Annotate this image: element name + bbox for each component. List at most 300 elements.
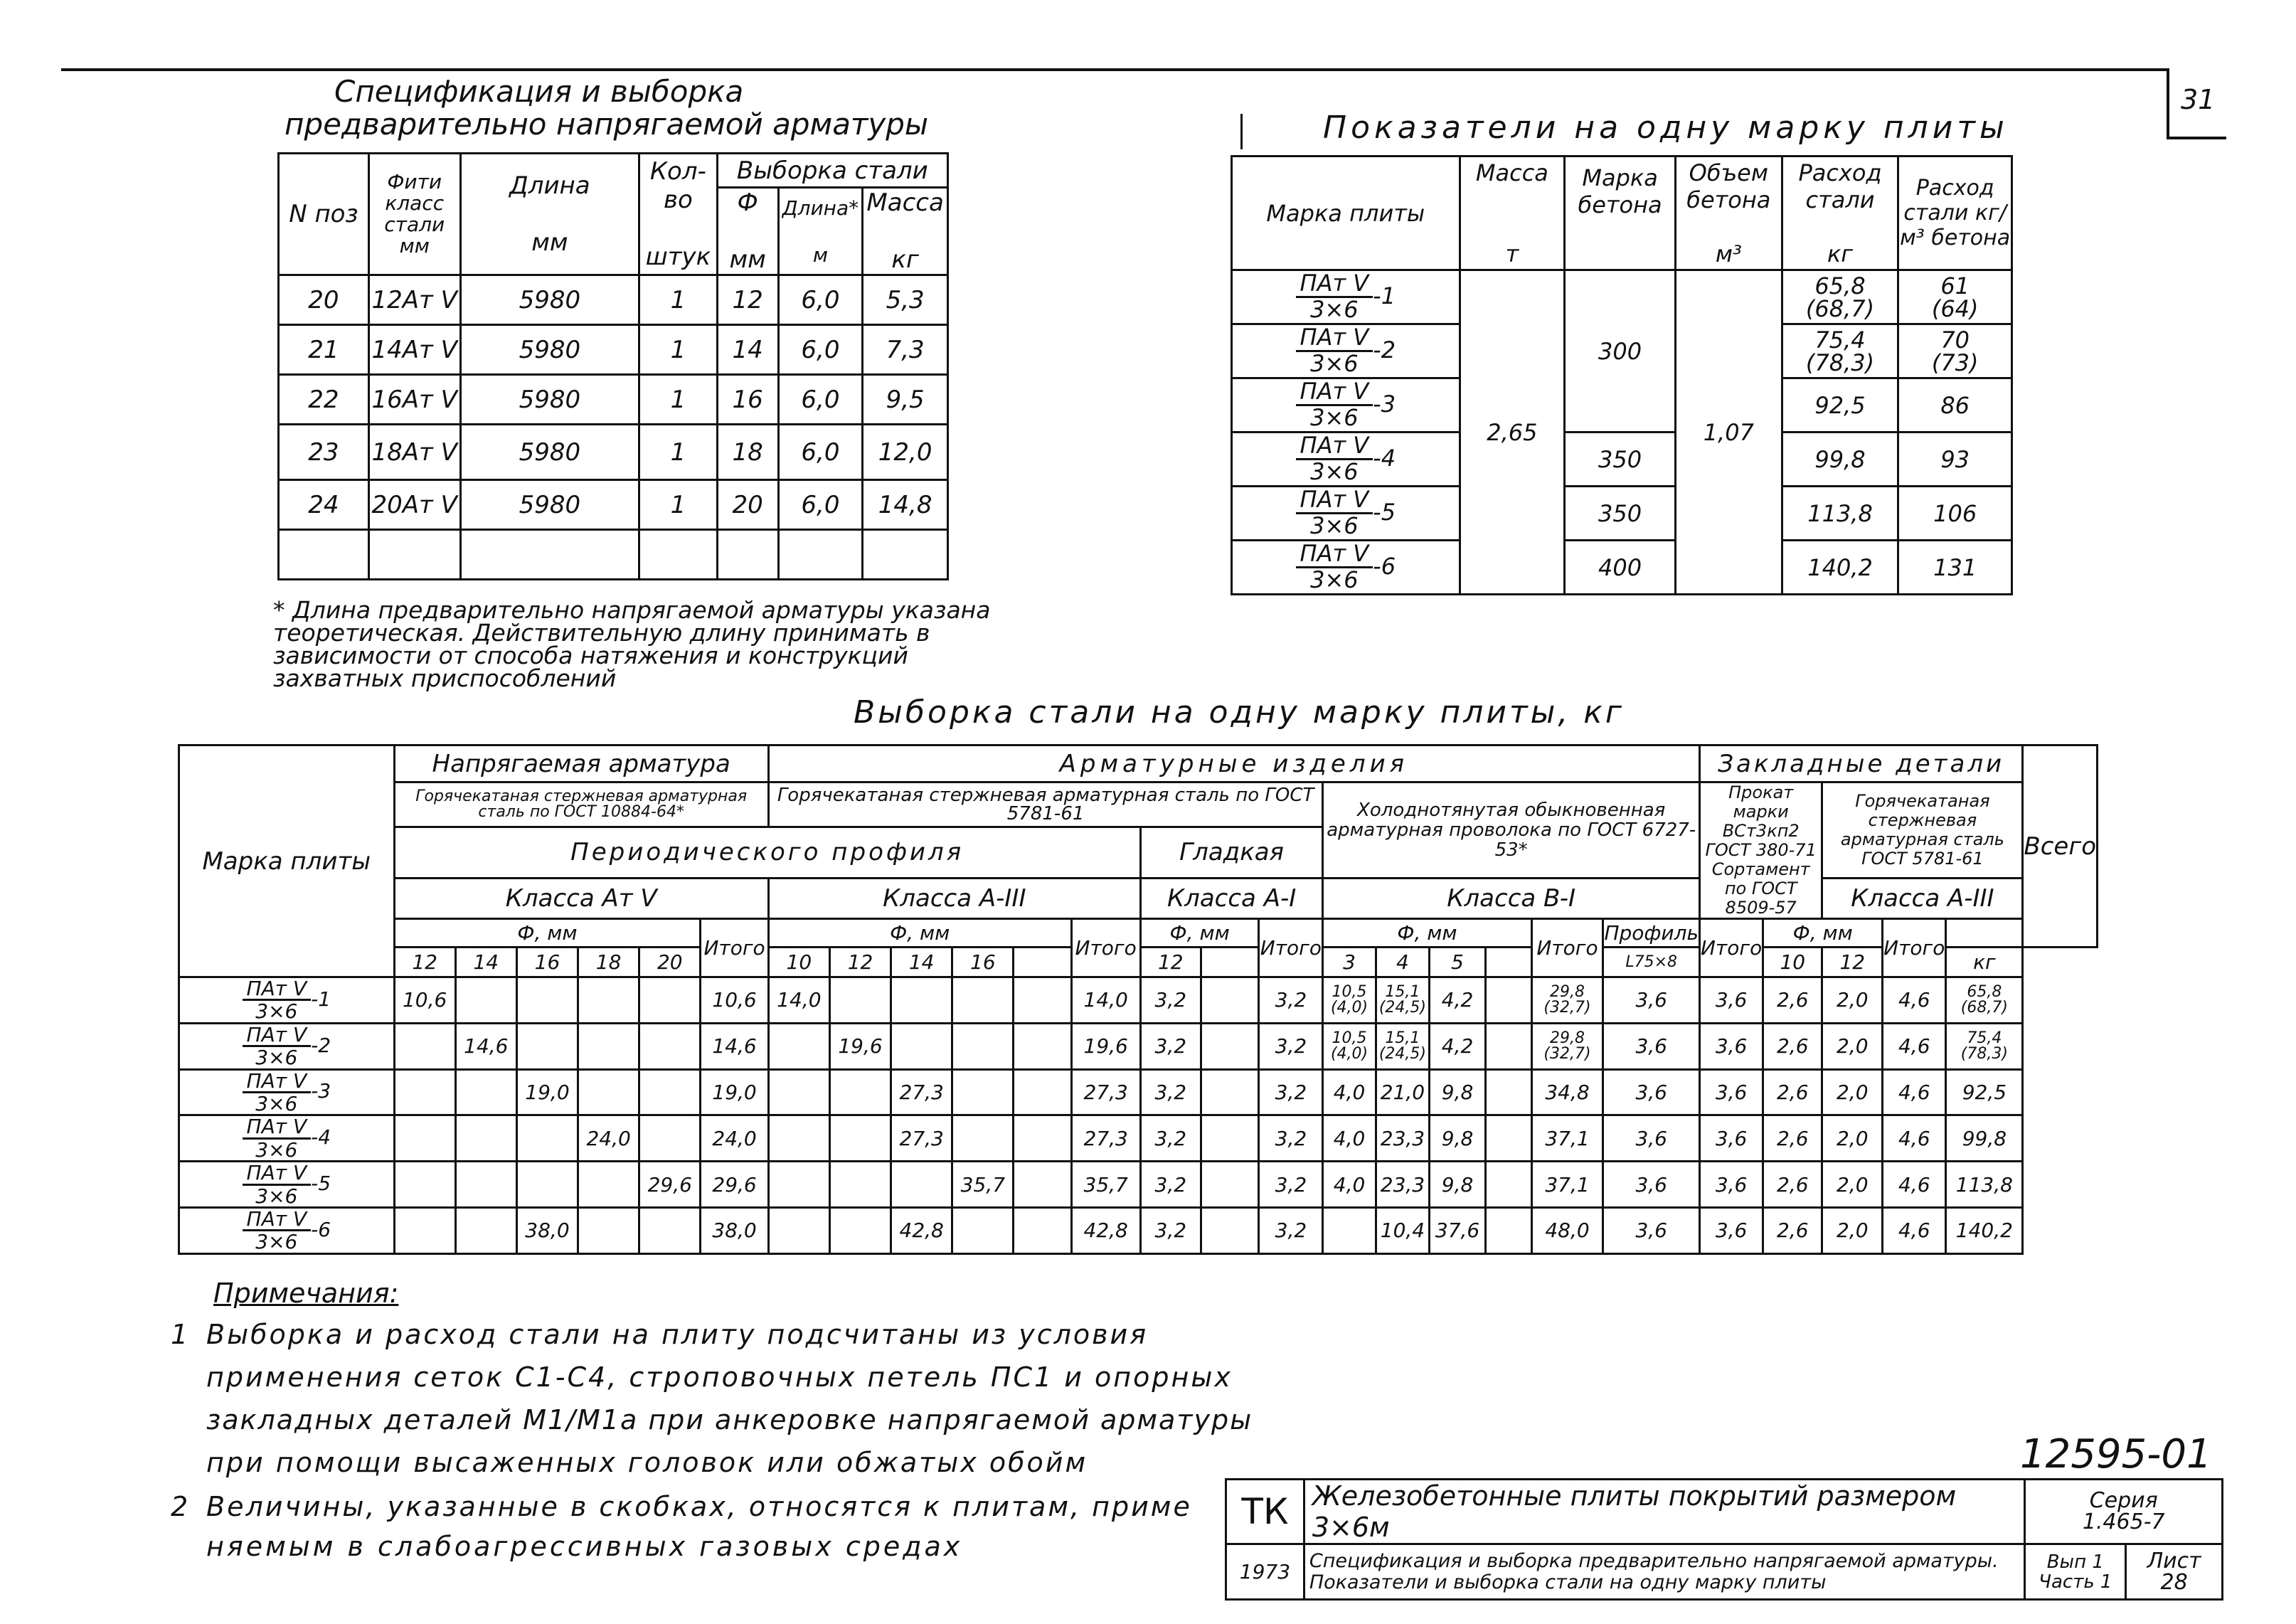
steel-cell-b1: 15,1 (24,5) (1376, 1023, 1429, 1069)
spec-h-pos: N поз (279, 154, 369, 275)
steel-h-itogo-pr: Итого (1699, 919, 1763, 977)
ind-rate-value: 70 (1940, 326, 1970, 354)
stamp-tk: ТК (1226, 1480, 1304, 1544)
steel-cell-b1-empty (1485, 1207, 1531, 1253)
indicators-table (1231, 155, 2013, 595)
steel-cell-b1-total: 29,8 (32,7) (1531, 977, 1603, 1024)
steel-cell-emb-total: 4,6 (1883, 1162, 1946, 1208)
steel-cell-emb: 2,6 (1763, 1069, 1822, 1115)
steel-cell-at: 24,0 (578, 1115, 639, 1162)
steel-cell-a1-total: 3,2 (1259, 977, 1323, 1024)
steel-cell-at-total: 10,6 (701, 977, 768, 1024)
steel-cell-at (639, 977, 701, 1024)
steel-cell-a3: 42,8 (891, 1207, 952, 1253)
steel-cell-a3: 27,3 (891, 1069, 952, 1115)
mark-denominator: 3×6 (255, 1230, 298, 1254)
mark-index: -6 (1373, 552, 1396, 580)
steel-cell-emb: 2,0 (1822, 1162, 1883, 1208)
steel-cell-a3 (768, 1069, 829, 1115)
steel-cell-at (578, 1023, 639, 1069)
steel-cell-emb: 2,6 (1763, 977, 1822, 1024)
table-row (1232, 432, 2012, 487)
steel-cell-profile: 3,6 (1603, 1023, 1700, 1069)
note-2-line-1: Величины, указанные в скобках, относятся к плитам, приме (206, 1491, 1192, 1522)
steel-cell-b1: 21,0 (1376, 1069, 1429, 1115)
mark-numerator: ПАт V (243, 1162, 312, 1185)
ind-rate-alt: (73) (1931, 349, 1979, 376)
steel-h-d-b1-empty (1485, 948, 1531, 977)
steel-h-profile: Профиль (1603, 919, 1700, 948)
ind-consumption-alt: (78,3) (1805, 349, 1875, 376)
ind-cell-mark (1232, 487, 1460, 541)
steel-cell-a3-empty (1014, 1115, 1071, 1162)
steel-cell-at: 38,0 (516, 1207, 578, 1253)
steel-cell-a1-empty (1201, 1115, 1259, 1162)
page-number: 31 (2181, 84, 2216, 115)
mark-numerator: ПАт V (1296, 542, 1373, 568)
steel-cell-a3: 35,7 (952, 1162, 1014, 1208)
mark-numerator: ПАт V (243, 978, 312, 1001)
steel-cell-a3 (952, 1207, 1014, 1253)
steel-cell-profile: 3,6 (1603, 977, 1700, 1024)
steel-cell-b1: 9,8 (1430, 1162, 1486, 1208)
mark-numerator: ПАт V (243, 1209, 312, 1231)
steel-h-d-b1: 5 (1430, 948, 1486, 977)
mark-numerator: ПАт V (1296, 488, 1373, 514)
spec-cell-l: 6,0 (778, 375, 863, 425)
mark-denominator: 3×6 (1310, 404, 1359, 431)
mark-index: -2 (1373, 336, 1396, 363)
steel-cell-emb-total: 4,6 (1883, 977, 1946, 1024)
steel-h-itogo-a3: Итого (1071, 919, 1140, 977)
spec-table (277, 152, 949, 580)
steel-h-arm: Арматурные изделия (768, 745, 1699, 782)
steel-cell-profile-total: 3,6 (1699, 1023, 1763, 1069)
steel-h-d-emb: 10 (1763, 948, 1822, 977)
spec-h-type: Фити класс стали мм (368, 154, 460, 275)
steel-cell-b1: 10,4 (1376, 1207, 1429, 1253)
steel-cell-a1-total: 3,2 (1259, 1115, 1323, 1162)
spec-cell-l: 6,0 (778, 480, 863, 530)
spec-title-1: Спецификация и выборка (334, 74, 744, 109)
steel-table (178, 744, 2098, 1255)
steel-cell-at (394, 1069, 455, 1115)
mark-numerator: ПАт V (243, 1071, 312, 1093)
mark-index: -3 (1373, 390, 1396, 418)
steel-cell-a3-total: 42,8 (1071, 1207, 1140, 1253)
ind-cell-volume: 1,07 (1675, 270, 1782, 595)
ind-rate-value: 61 (1940, 272, 1970, 299)
steel-cell-b1: 37,6 (1430, 1207, 1486, 1253)
steel-cell-at (639, 1207, 701, 1253)
steel-cell-b1: 4,2 (1430, 977, 1486, 1024)
ind-h-volume: Объем бетона м³ (1675, 156, 1782, 270)
ind-cell-mark (1232, 324, 1460, 378)
steel-h-cls-a3b: Класса A-III (1822, 878, 2023, 919)
steel-cell-total: 140,2 (1946, 1207, 2023, 1253)
steel-cell-a3-empty (1014, 1207, 1071, 1253)
steel-h-smooth: Гладкая (1140, 827, 1323, 878)
steel-h-d-a1-empty (1201, 948, 1259, 977)
steel-cell-at (394, 1115, 455, 1162)
steel-cell-profile-total: 3,6 (1699, 1069, 1763, 1115)
spec-cell-m: 14,8 (863, 480, 948, 530)
spec-cell-len: 5980 (460, 480, 639, 530)
steel-cell-a3 (952, 1023, 1014, 1069)
steel-cell-emb-total: 4,6 (1883, 1115, 1946, 1162)
steel-h-itogo-a1: Итого (1259, 919, 1323, 977)
spec-cell-m: 9,5 (863, 375, 948, 425)
ind-rate-value: 131 (1933, 553, 1977, 581)
steel-cell-b1 (1323, 1207, 1376, 1253)
steel-cell-at (455, 1162, 516, 1208)
steel-cell-at: 19,0 (516, 1069, 578, 1115)
steel-cell-b1: 23,3 (1376, 1162, 1429, 1208)
steel-cell-b1-empty (1485, 1069, 1531, 1115)
title-block (1225, 1478, 2223, 1601)
notes-title: Примечания: (213, 1278, 399, 1309)
spec-cell-len: 5980 (460, 375, 639, 425)
mark-index: -3 (311, 1079, 331, 1103)
table-row (279, 530, 948, 580)
table-row (179, 1023, 2098, 1069)
steel-cell-b1-total: 34,8 (1531, 1069, 1603, 1115)
mark-index: -4 (311, 1125, 331, 1150)
steel-cell-a3 (829, 977, 891, 1024)
steel-cell-a3 (829, 1162, 891, 1208)
steel-cell-a1-total: 3,2 (1259, 1069, 1323, 1115)
steel-cell-b1-empty (1485, 1115, 1531, 1162)
steel-cell-profile: 3,6 (1603, 1115, 1700, 1162)
steel-cell-a3 (768, 1115, 829, 1162)
steel-cell-b1: 9,8 (1430, 1115, 1486, 1162)
spec-cell-len: 5980 (460, 325, 639, 375)
spec-cell-l: 6,0 (778, 425, 863, 480)
ind-cell-consumption (1782, 541, 1898, 595)
ind-cell-concrete: 350 (1565, 487, 1676, 541)
spec-cell-m: 7,3 (863, 325, 948, 375)
steel-h-itogo-emb: Итого (1883, 919, 1946, 977)
steel-cell-emb: 2,6 (1763, 1023, 1822, 1069)
steel-cell-at (578, 977, 639, 1024)
steel-cell-a3 (891, 1023, 952, 1069)
steel-cell-at: 14,6 (455, 1023, 516, 1069)
ind-cell-mass: 2,65 (1460, 270, 1565, 595)
spec-h-selection: Выборка стали (717, 154, 947, 188)
steel-h-itogo-at: Итого (701, 919, 768, 977)
steel-cell-at (516, 1115, 578, 1162)
steel-cell-a3 (829, 1069, 891, 1115)
steel-h-d-at: 14 (455, 948, 516, 977)
steel-h-d-b1: 4 (1376, 948, 1429, 977)
table-row (1232, 270, 2012, 324)
spec-cell-l: 6,0 (778, 275, 863, 325)
table-row (179, 1069, 2098, 1115)
steel-cell-a3-total: 19,6 (1071, 1023, 1140, 1069)
ind-cell-mark (1232, 270, 1460, 324)
steel-cell-emb: 2,6 (1763, 1207, 1822, 1253)
steel-h-period: Периодического профиля (394, 827, 1140, 878)
steel-cell-at (394, 1207, 455, 1253)
spec-cell-len: 5980 (460, 425, 639, 480)
steel-cell-a3 (768, 1207, 829, 1253)
ind-consumption-value: 92,5 (1814, 391, 1866, 419)
spec-cell-d: 20 (717, 480, 778, 530)
indicators-left-tick (1240, 114, 1243, 149)
steel-cell-at (516, 1023, 578, 1069)
stamp-issue: Вып 1 Часть 1 (2025, 1544, 2126, 1600)
spec-cell-pos: 21 (279, 325, 369, 375)
spec-cell-cls: 20Aт V (368, 480, 460, 530)
steel-h-d-at: 20 (639, 948, 701, 977)
spec-cell-d: 16 (717, 375, 778, 425)
steel-cell-a3 (768, 1162, 829, 1208)
steel-h-cls-at: Класса Aт V (394, 878, 768, 919)
steel-cell-at: 29,6 (639, 1162, 701, 1208)
steel-cell-mark (179, 1069, 395, 1115)
spec-cell-m: 5,3 (863, 275, 948, 325)
steel-cell-a1-empty (1201, 1023, 1259, 1069)
steel-h-d-at: 18 (578, 948, 639, 977)
steel-cell-a1-empty (1201, 1162, 1259, 1208)
steel-h-emb: Закладные детали (1699, 745, 2022, 782)
table-row (179, 1162, 2098, 1208)
steel-cell-total: 99,8 (1946, 1115, 2023, 1162)
spec-cell-d: 18 (717, 425, 778, 480)
spec-cell-qty: 1 (639, 480, 718, 530)
steel-cell-total: 65,8 (68,7) (1946, 977, 2023, 1024)
steel-cell-profile-total: 3,6 (1699, 977, 1763, 1024)
ind-cell-consumption (1782, 487, 1898, 541)
steel-cell-emb: 2,0 (1822, 1207, 1883, 1253)
mark-numerator: ПАт V (1296, 326, 1373, 352)
steel-h-rolled: Прокат марки ВСт3кп2 ГОСТ 380-71 Сортамент по ГОСТ 8509-57 (1699, 782, 1822, 919)
steel-h-hotrolled: Горячекатаная стержневая арматурная сталь по ГОСТ 10884-64* (394, 782, 768, 827)
steel-cell-total: 113,8 (1946, 1162, 2023, 1208)
steel-cell-b1-total: 48,0 (1531, 1207, 1603, 1253)
spec-h-d: Ф мм (717, 188, 778, 275)
steel-cell-emb: 2,6 (1763, 1115, 1822, 1162)
steel-cell-a1: 3,2 (1140, 1207, 1201, 1253)
steel-cell-emb: 2,0 (1822, 977, 1883, 1024)
mark-denominator: 3×6 (255, 999, 298, 1024)
steel-cell-a3-total: 14,0 (1071, 977, 1140, 1024)
steel-cell-a1-empty (1201, 1207, 1259, 1253)
steel-cell-a3 (768, 1023, 829, 1069)
ind-cell-mark (1232, 432, 1460, 487)
steel-cell-b1: 4,2 (1430, 1023, 1486, 1069)
ind-h-mark: Марка плиты (1232, 156, 1460, 270)
table-row (279, 480, 948, 530)
ind-h-rate: Расход стали кг/м³ бетона (1898, 156, 2012, 270)
mark-denominator: 3×6 (1310, 350, 1359, 377)
mark-numerator: ПАт V (1296, 434, 1373, 460)
steel-h-d-a3: 10 (768, 948, 829, 977)
note-1-line-4: при помощи высаженных головок или обжатых обойм (206, 1447, 1088, 1478)
steel-cell-a3 (829, 1115, 891, 1162)
steel-cell-emb-total: 4,6 (1883, 1023, 1946, 1069)
mark-numerator: ПАт V (243, 1116, 312, 1139)
steel-cell-a1-total: 3,2 (1259, 1023, 1323, 1069)
mark-denominator: 3×6 (1310, 296, 1359, 323)
spec-h-mass: Масса кг (863, 188, 948, 275)
steel-h-kg: кг (1946, 948, 2023, 977)
steel-h-cls-b1: Класса B-I (1323, 878, 1700, 919)
steel-cell-profile: 3,6 (1603, 1069, 1700, 1115)
mark-index: -2 (311, 1033, 331, 1057)
steel-h-cold: Холоднотянутая обыкновенная арматурная проволока по ГОСТ 6727-53* (1323, 782, 1700, 879)
steel-h-hotrolled3: Горячекатаная стержневая арматурная сталь ГОСТ 5781-61 (1822, 782, 2023, 879)
steel-cell-a3 (952, 977, 1014, 1024)
steel-cell-a3: 14,0 (768, 977, 829, 1024)
mark-numerator: ПАт V (1296, 380, 1373, 406)
mark-index: -5 (311, 1172, 331, 1196)
steel-h-phi-at: Ф, мм (394, 919, 701, 948)
steel-cell-at: 10,6 (394, 977, 455, 1024)
steel-cell-a1: 3,2 (1140, 1162, 1201, 1208)
steel-h-d-a3: 14 (891, 948, 952, 977)
spec-cell-m: 12,0 (863, 425, 948, 480)
spec-cell-d: 12 (717, 275, 778, 325)
spec-cell-pos: 20 (279, 275, 369, 325)
document-number: 12595-01 (2020, 1431, 2212, 1477)
indicators-title: Показатели на одну марку плиты (1323, 110, 2009, 146)
spec-cell-qty: 1 (639, 375, 718, 425)
mark-index: -1 (311, 987, 331, 1011)
ind-cell-consumption (1782, 324, 1898, 378)
ind-cell-rate (1898, 270, 2012, 324)
steel-cell-a3-empty (1014, 1023, 1071, 1069)
ind-consumption-value: 65,8 (1814, 272, 1866, 299)
mark-numerator: ПАт V (1296, 272, 1373, 298)
steel-cell-b1-empty (1485, 1023, 1531, 1069)
steel-cell-a3: 19,6 (829, 1023, 891, 1069)
steel-h-itogo-b1: Итого (1531, 919, 1603, 977)
ind-consumption-value: 113,8 (1807, 499, 1873, 527)
spec-cell-qty: 1 (639, 325, 718, 375)
note-1-line-1: Выборка и расход стали на плиту подсчитаны из условия (206, 1319, 1149, 1350)
steel-h-d-at: 16 (516, 948, 578, 977)
stamp-year: 1973 (1226, 1544, 1304, 1600)
mark-denominator: 3×6 (1310, 512, 1359, 539)
stamp-series: Серия 1.465-7 (2025, 1480, 2223, 1544)
steel-h-hotrolled2: Горячекатаная стержневая арматурная сталь по ГОСТ 5781-61 (768, 782, 1323, 827)
steel-cell-mark (179, 1115, 395, 1162)
steel-cell-at (639, 1069, 701, 1115)
table-row (179, 1115, 2098, 1162)
steel-cell-a3 (952, 1069, 1014, 1115)
steel-h-d-a1: 12 (1140, 948, 1201, 977)
steel-cell-at-total: 24,0 (701, 1115, 768, 1162)
steel-cell-at-total: 29,6 (701, 1162, 768, 1208)
steel-cell-a1-total: 3,2 (1259, 1207, 1323, 1253)
steel-cell-at (578, 1069, 639, 1115)
ind-cell-concrete: 350 (1565, 432, 1676, 487)
mark-denominator: 3×6 (255, 1091, 298, 1115)
steel-h-cls-a3: Класса A-III (768, 878, 1140, 919)
table-row (179, 977, 2098, 1024)
steel-cell-profile-total: 3,6 (1699, 1115, 1763, 1162)
spec-cell-cls: 16Aт V (368, 375, 460, 425)
steel-cell-b1-total: 37,1 (1531, 1115, 1603, 1162)
spec-cell-d: 14 (717, 325, 778, 375)
table-row (1232, 541, 2012, 595)
steel-cell-b1-total: 29,8 (32,7) (1531, 1023, 1603, 1069)
steel-cell-a1: 3,2 (1140, 1023, 1201, 1069)
steel-cell-at (578, 1162, 639, 1208)
top-border-line (61, 68, 2167, 71)
ind-rate-alt: (64) (1931, 294, 1979, 322)
ind-consumption-value: 99,8 (1814, 445, 1866, 473)
note-1-line-3: закладных деталей М1/М1а при анкеровке напрягаемой арматуры (206, 1404, 1253, 1435)
ind-h-mass: Масса т (1460, 156, 1565, 270)
steel-cell-at-total: 38,0 (701, 1207, 768, 1253)
steel-cell-at (578, 1207, 639, 1253)
ind-consumption-alt: (68,7) (1805, 294, 1875, 322)
steel-cell-b1-empty (1485, 1162, 1531, 1208)
mark-index: -4 (1373, 444, 1396, 472)
steel-h-d-at: 12 (394, 948, 455, 977)
mark-denominator: 3×6 (255, 1184, 298, 1208)
ind-h-cons: Расход стали кг (1782, 156, 1898, 270)
steel-h-tens: Напрягаемая арматура (394, 745, 768, 782)
steel-cell-b1: 4,0 (1323, 1115, 1376, 1162)
ind-cell-mark (1232, 378, 1460, 432)
note-2-num: 2 (171, 1491, 188, 1522)
steel-cell-at (394, 1162, 455, 1208)
stamp-desc: Спецификация и выборка предварительно напрягаемой арматуры. Показатели и выборка стали на одну марку плиты (1304, 1544, 2025, 1600)
mark-index: -1 (1373, 282, 1396, 309)
steel-cell-at (639, 1115, 701, 1162)
spec-h-length: Длина мм (460, 154, 639, 275)
stamp-sheet: Лист 28 (2126, 1544, 2223, 1600)
ind-h-concrete: Марка бетона (1565, 156, 1676, 270)
spec-h-qty: Кол-во штук (639, 154, 718, 275)
steel-cell-at (639, 1023, 701, 1069)
steel-cell-mark (179, 1023, 395, 1069)
steel-cell-a3 (829, 1207, 891, 1253)
ind-cell-consumption (1782, 432, 1898, 487)
steel-cell-a3-total: 35,7 (1071, 1162, 1140, 1208)
steel-cell-total: 92,5 (1946, 1069, 2023, 1115)
steel-cell-profile-total: 3,6 (1699, 1207, 1763, 1253)
steel-cell-b1-empty (1485, 977, 1531, 1024)
steel-title: Выборка стали на одну марку плиты, кг (854, 694, 1625, 731)
table-row (179, 1207, 2098, 1253)
spec-cell-l: 6,0 (778, 325, 863, 375)
ind-cell-consumption (1782, 270, 1898, 324)
steel-h-d-a3: 12 (829, 948, 891, 977)
mark-denominator: 3×6 (255, 1046, 298, 1070)
ind-cell-consumption (1782, 378, 1898, 432)
steel-cell-total: 75,4 (78,3) (1946, 1023, 2023, 1069)
spec-cell-pos: 22 (279, 375, 369, 425)
mark-denominator: 3×6 (1310, 458, 1359, 485)
note-1-num: 1 (171, 1319, 188, 1350)
steel-h-d-a3: 16 (952, 948, 1014, 977)
steel-cell-at (516, 1162, 578, 1208)
steel-cell-a1-total: 3,2 (1259, 1162, 1323, 1208)
steel-cell-emb: 2,0 (1822, 1023, 1883, 1069)
steel-cell-emb-total: 4,6 (1883, 1069, 1946, 1115)
steel-cell-emb: 2,6 (1763, 1162, 1822, 1208)
steel-cell-a3 (952, 1115, 1014, 1162)
steel-cell-emb: 2,0 (1822, 1069, 1883, 1115)
steel-cell-profile: 3,6 (1603, 1162, 1700, 1208)
steel-cell-a1-empty (1201, 1069, 1259, 1115)
steel-h-total: Всего (2023, 745, 2098, 948)
mark-denominator: 3×6 (1310, 566, 1359, 593)
